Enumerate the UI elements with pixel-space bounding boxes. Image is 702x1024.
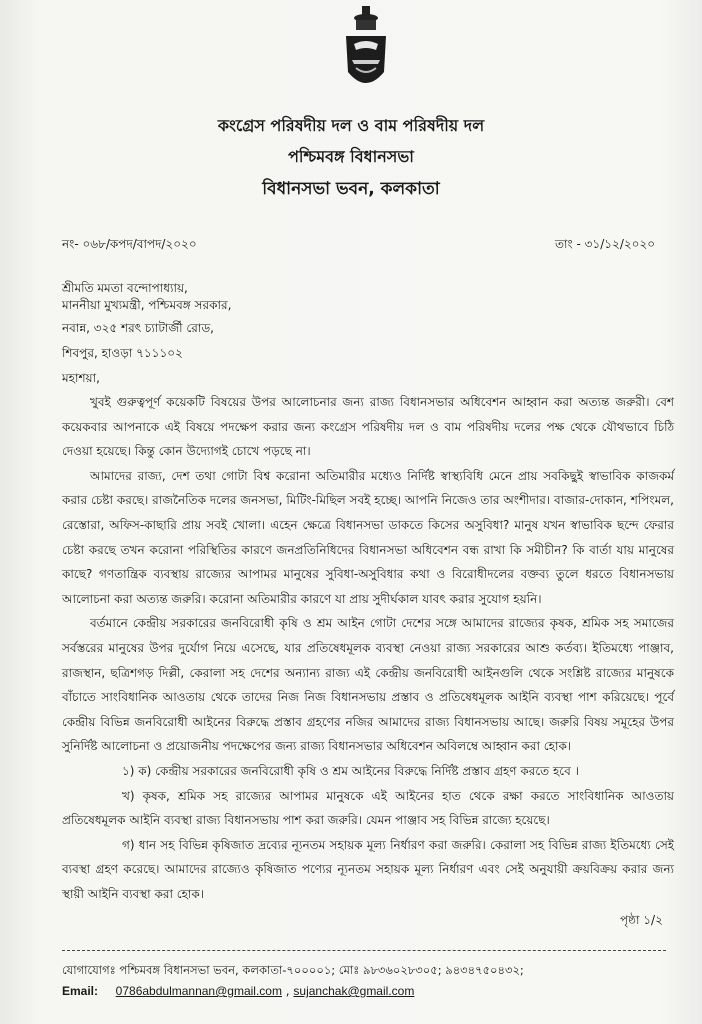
letterhead-building-line: বিধানসভা ভবন, কলকাতা: [262, 179, 440, 199]
email-separator: ,: [281, 984, 294, 998]
salutation: মহাশয়া,: [62, 371, 100, 385]
demand-item-c: গ) ধান সহ বিভিন্ন কৃষিজাত দ্রব্যের ন্যূনতম সহায়ক মূল্য নির্ধারণ করা জরুরি। কেরালা সহ বিভিন্ন রাজ্য ইতিমধ্যে সেই ব্যবস্থা গ্রহণ করেছে। আমাদের রাজ্যেও কৃষিজাত পণ্যের ন্যূনতম সহায়ক মূল্য নির্ধারণ এবং সেই অনুযায়ী ক্রয়বিক্রয় করার জন্য স্থায়ী আইনি ব্যবস্থা করা হোক।: [62, 837, 674, 901]
demand-item-a: ১) ক) কেন্দ্রীয় সরকারের জনবিরোধী কৃষি ও শ্রম আইনের বিরুদ্ধে নির্দিষ্ট প্রস্তাব গ্রহণ করতে হবে ।: [122, 763, 579, 778]
letter-date: তাং - ৩১/১২/২০২০: [555, 237, 656, 251]
reference-number: নং- ০৬৮/কপদ/বাপদ/২০২০: [62, 237, 197, 251]
letterhead-party-line: কংগ্রেস পরিষদীয় দল ও বাম পরিষদীয় দল: [217, 116, 485, 135]
email-label: Email:: [62, 984, 99, 998]
footer-contact: যোগাযোগঃ পশ্চিমবঙ্গ বিধানসভা ভবন, কলকাতা-৭০০০০১; মোঃ ৯৮৩৬০২৮৩০৫; ৯৪৩৪৭৫০৪৩২;: [62, 963, 524, 977]
page-number: পৃষ্ঠা ১/২: [620, 913, 663, 927]
recipient-designation: মাননীয়া মুখ্যমন্ত্রী, পশ্চিমবঙ্গ সরকার,: [62, 298, 232, 312]
recipient-address-line-2: শিবপুর, হাওড়া ৭১১১০২: [62, 346, 183, 360]
email-link-2[interactable]: sujanchak@gmail.com: [293, 984, 415, 998]
footer-divider: [62, 950, 666, 951]
demand-item-b: খ) কৃষক, শ্রমিক সহ রাজ্যের আপামর মানুষকে এই আইনের হাত থেকে রক্ষা করতে সাংবিধানিক আওতায় প্রতিষেধমূলক আইনি ব্যবস্থা রাজ্য বিধানসভায় পাশ করা জরুরি। যেমন পাঞ্জাব সহ বিভিন্ন রাজ্যে হয়েছে।: [62, 788, 674, 828]
recipient-address-line-1: নবান্ন, ৩২৫ শরৎ চ্যাটার্জী রোড,: [62, 321, 214, 335]
letterhead-assembly-line: পশ্চিমবঙ্গ বিধানসভা: [288, 147, 414, 166]
body-paragraph-2: আমাদের রাজ্য, দেশ তথা গোটা বিশ্ব করোনা অতিমারীর মধ্যেও নির্দিষ্ট স্বাস্থ্যবিধি মেনে প্রায় সবকিছুই স্বাভাবিক কাজকর্ম করার চেষ্টা করছে। রাজনৈতিক দলের জনসভা, মিটিং-মিছিল সবই হচ্ছে। আপনি নিজেও তার অংশীদার। বাজার-দোকান, শপিংমল, রেস্তোরা, অফিস-কাছারি প্রায় সবই খোলা। এহেন ক্ষেত্রে বিধানসভা ডাকতে কিসের অসুবিধা? মানুষ যখন স্বাভাবিক ছন্দে ফেরার চেষ্টা করছে তখন করোনা পরিস্থিতির কারণে জনপ্রতিনিধিদের বিধানসভা অধিবেশন বন্ধ রাখা কি সমীচীন? কি বার্তা যায় মানুষের কাছে? গণতান্ত্রিক ব্যবস্থায় রাজ্যের আপামর মানুষের সুবিধা-অসুবিধার কথা ও বিরোধীদলের বক্তব্য তুলে ধরতে বিধানসভায় আলোচনা করা অত্যন্ত জরুরি। করোনা অতিমারীর কারণে যা প্রায় সুদীর্ঘকাল যাবৎ করার সুযোগ হয়নি।: [62, 468, 674, 606]
body-paragraph-1: খুবই গুরুত্বপূর্ণ কয়েকটি বিষয়ের উপর আলোচনার জন্য রাজ্য বিধানসভার অধিবেশন আহ্বান করা অত্যন্ত জরুরী। বেশ কয়েকবার আপনাকে এই বিষয়ে পদক্ষেপ করার জন্য কংগ্রেস পরিষদীয় দল ও বাম পরিষদীয় দলের পক্ষ থেকে যৌথভাবে চিঠি দেওয়া হয়েছে। কিন্তু কোন উদ্যোগই চোখে পড়ছে না।: [62, 395, 674, 459]
recipient-name: শ্রীমতি মমতা বন্দোপাধ্যায়,: [62, 281, 188, 295]
state-emblem-icon: [336, 2, 396, 98]
letter-body: [62, 390, 674, 906]
body-paragraph-3: বর্তমানে কেন্দ্রীয় সরকারের জনবিরোধী কৃষি ও শ্রম আইন গোটা দেশের সঙ্গে আমাদের রাজ্যের কৃষক, শ্রমিক সহ সমাজের সর্বস্তরের মানুষের উপর দুর্যোগ নিয়ে এসেছে, যার প্রতিষেধমূলক ব্যবস্থা নেওয়া রাজ্য সরকারের আশু কর্তব্য। ইতিমধ্যে পাঞ্জাব, রাজস্থান, ছত্রিশগড় দিল্লী, কেরালা সহ দেশের অন্যান্য রাজ্য এই কেন্দ্রীয় জনবিরোধী আইনগুলি থেকে সংশ্লিষ্ট রাজ্যের মানুষকে বাঁচাতে সাংবিধানিক আওতায় থেকে তাদের নিজ নিজ বিধানসভায় প্রস্তাব ও প্রতিষেধমূলক আইনি ব্যবস্থা পাশ করিয়েছে। পূর্বে কেন্দ্রীয় বিভিন্ন জনবিরোধী আইনের বিরুদ্ধে প্রস্তাব গ্রহণের নজির আমাদের রাজ্য বিধানসভায় আছে। জরুরি বিষয় সমূহের উপর সুনির্দিষ্ট আলোচনা ও প্রয়োজনীয় পদক্ষেপের জন্য রাজ্য বিধানসভার অধিবেশন অবিলম্বে আহ্বান করা হোক।: [62, 616, 674, 754]
email-link-1[interactable]: 0786abdulmannan@gmail.com: [115, 984, 282, 998]
footer-email-row: [62, 984, 414, 998]
